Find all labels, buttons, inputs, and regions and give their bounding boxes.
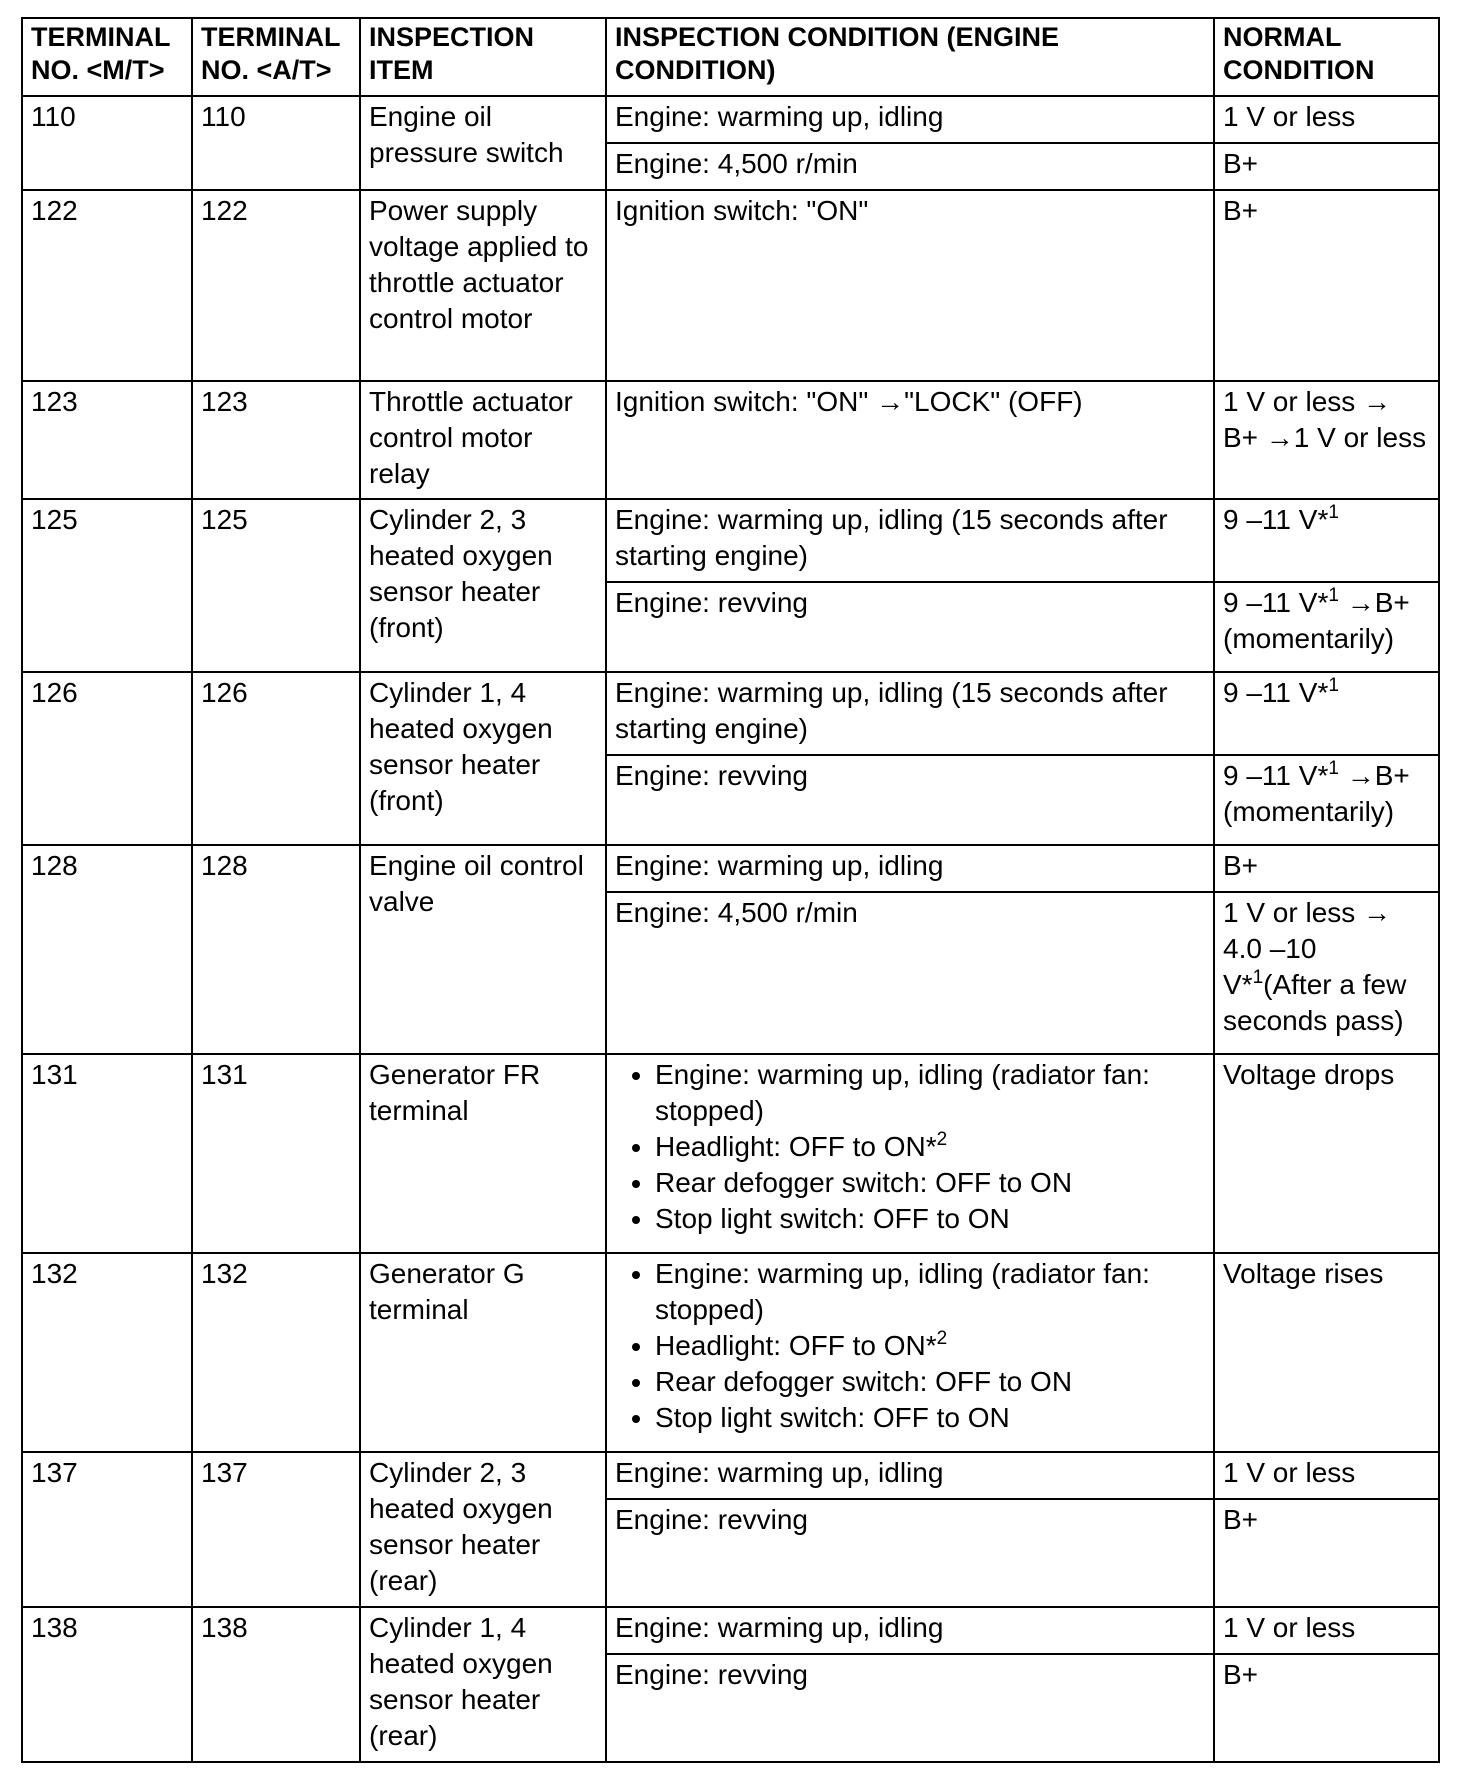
normal-condition: B+	[1214, 190, 1439, 381]
terminal-at: 138	[192, 1607, 360, 1762]
inspection-condition: Ignition switch: "ON" →"LOCK" (OFF)	[606, 381, 1214, 499]
terminal-mt: 138	[22, 1607, 192, 1762]
header-terminal-mt: TERMINAL NO. <M/T>	[22, 18, 192, 96]
footnote-ref: 2	[936, 1328, 948, 1349]
terminal-at: 110	[192, 96, 360, 190]
header-inspection-condition: INSPECTION CONDITION (ENGINE CONDITION)	[606, 18, 1214, 96]
normal-condition: Voltage rises	[1214, 1253, 1439, 1452]
terminal-mt: 126	[22, 672, 192, 845]
normal-value-cont: (After a few seconds pass)	[1223, 969, 1407, 1036]
condition-list	[615, 1256, 1207, 1436]
inspection-condition: Engine: warming up, idling	[606, 1452, 1214, 1499]
normal-condition: Voltage drops	[1214, 1054, 1439, 1253]
list-item: • Engine: warming up, idling (radiator fan: stopped)	[655, 1256, 1207, 1328]
terminal-mt: 123	[22, 381, 192, 499]
terminal-mt: 110	[22, 96, 192, 190]
inspection-item: Cylinder 1, 4 heated oxygen sensor heater (front)	[360, 672, 606, 845]
list-item-text: Headlight: OFF to ON*	[655, 1131, 937, 1162]
inspection-condition: Engine: warming up, idling (15 seconds after starting engine)	[606, 499, 1214, 582]
terminal-at: 123	[192, 381, 360, 499]
normal-value: 9 –11 V*	[1223, 587, 1329, 618]
terminal-mt: 131	[22, 1054, 192, 1253]
footnote-ref: 1	[1328, 675, 1339, 696]
normal-condition: 1 V or less	[1214, 96, 1439, 143]
inspection-condition: Engine: revving	[606, 755, 1214, 845]
list-item	[655, 1129, 1207, 1165]
normal-condition: B+	[1214, 1499, 1439, 1607]
terminal-mt: 132	[22, 1253, 192, 1452]
inspection-condition: Engine: warming up, idling (15 seconds after starting engine)	[606, 672, 1214, 755]
normal-value: 1 V or less → 4.0 –10 V*	[1223, 897, 1392, 1000]
normal-condition: B+	[1214, 845, 1439, 892]
normal-value-cont: →B+ (momentarily)	[1223, 587, 1410, 654]
normal-condition	[1214, 672, 1439, 755]
terminal-inspection-table	[21, 17, 1440, 1763]
table-row	[22, 499, 1439, 582]
terminal-mt: 137	[22, 1452, 192, 1607]
inspection-item: Engine oil control valve	[360, 845, 606, 1054]
terminal-at: 137	[192, 1452, 360, 1607]
normal-value-cont: →B+ (momentarily)	[1223, 760, 1410, 827]
inspection-condition: Engine: revving	[606, 582, 1214, 672]
inspection-condition: Engine: 4,500 r/min	[606, 892, 1214, 1054]
normal-value: 9 –11 V*	[1223, 760, 1329, 791]
list-item-text: Headlight: OFF to ON*	[655, 1330, 937, 1361]
inspection-item: Generator FR terminal	[360, 1054, 606, 1253]
list-item	[655, 1328, 1207, 1364]
header-inspection-item: INSPECTION ITEM	[360, 18, 606, 96]
normal-condition: 1 V or less	[1214, 1452, 1439, 1499]
table-row	[22, 1253, 1439, 1452]
footnote-ref: 1	[1252, 967, 1264, 988]
inspection-condition: Engine: revving	[606, 1654, 1214, 1762]
inspection-item: Cylinder 2, 3 heated oxygen sensor heater (front)	[360, 499, 606, 672]
table-row	[22, 845, 1439, 892]
terminal-mt: 125	[22, 499, 192, 672]
list-item: • Engine: warming up, idling (radiator fan: stopped)	[655, 1057, 1207, 1129]
normal-value: 9 –11 V*	[1223, 677, 1329, 708]
terminal-at: 125	[192, 499, 360, 672]
inspection-condition: Engine: revving	[606, 1499, 1214, 1607]
terminal-at: 122	[192, 190, 360, 381]
normal-condition: B+	[1214, 143, 1439, 190]
inspection-condition: Engine: 4,500 r/min	[606, 143, 1214, 190]
footnote-ref: 1	[1328, 758, 1339, 779]
footnote-ref: 1	[1328, 585, 1339, 606]
inspection-condition	[606, 1054, 1214, 1253]
normal-condition: 1 V or less	[1214, 1607, 1439, 1654]
normal-condition	[1214, 892, 1439, 1054]
header-normal-condition: NORMAL CONDITION	[1214, 18, 1439, 96]
normal-condition	[1214, 499, 1439, 582]
terminal-at: 131	[192, 1054, 360, 1253]
terminal-at: 128	[192, 845, 360, 1054]
terminal-at: 126	[192, 672, 360, 845]
table-row	[22, 672, 1439, 755]
terminal-mt: 122	[22, 190, 192, 381]
terminal-at: 132	[192, 1253, 360, 1452]
table-row	[22, 1452, 1439, 1499]
condition-list	[615, 1057, 1207, 1237]
list-item: • Stop light switch: OFF to ON	[655, 1400, 1207, 1436]
normal-condition	[1214, 582, 1439, 672]
inspection-condition	[606, 1253, 1214, 1452]
header-row	[22, 18, 1439, 96]
table-row	[22, 381, 1439, 499]
inspection-item: Cylinder 2, 3 heated oxygen sensor heater (rear)	[360, 1452, 606, 1607]
inspection-item: Throttle actuator control motor relay	[360, 381, 606, 499]
inspection-item: Generator G terminal	[360, 1253, 606, 1452]
header-terminal-at: TERMINAL NO. <A/T>	[192, 18, 360, 96]
table-row	[22, 96, 1439, 143]
footnote-ref: 2	[936, 1129, 948, 1150]
inspection-item: Engine oil pressure switch	[360, 96, 606, 190]
normal-condition: 1 V or less → B+ →1 V or less	[1214, 381, 1439, 499]
inspection-item: Cylinder 1, 4 heated oxygen sensor heater (rear)	[360, 1607, 606, 1762]
normal-condition	[1214, 755, 1439, 845]
inspection-item: Power supply voltage applied to throttle actuator control motor	[360, 190, 606, 381]
list-item: • Stop light switch: OFF to ON	[655, 1201, 1207, 1237]
normal-condition: B+	[1214, 1654, 1439, 1762]
table-row	[22, 190, 1439, 381]
list-item: • Rear defogger switch: OFF to ON	[655, 1165, 1207, 1201]
normal-value: 9 –11 V*	[1223, 504, 1329, 535]
table-row	[22, 1607, 1439, 1654]
terminal-mt: 128	[22, 845, 192, 1054]
footnote-ref: 1	[1328, 502, 1339, 523]
list-item: • Rear defogger switch: OFF to ON	[655, 1364, 1207, 1400]
inspection-condition: Engine: warming up, idling	[606, 96, 1214, 143]
inspection-condition: Engine: warming up, idling	[606, 1607, 1214, 1654]
inspection-condition: Engine: warming up, idling	[606, 845, 1214, 892]
table-row	[22, 1054, 1439, 1253]
inspection-condition: Ignition switch: "ON"	[606, 190, 1214, 381]
